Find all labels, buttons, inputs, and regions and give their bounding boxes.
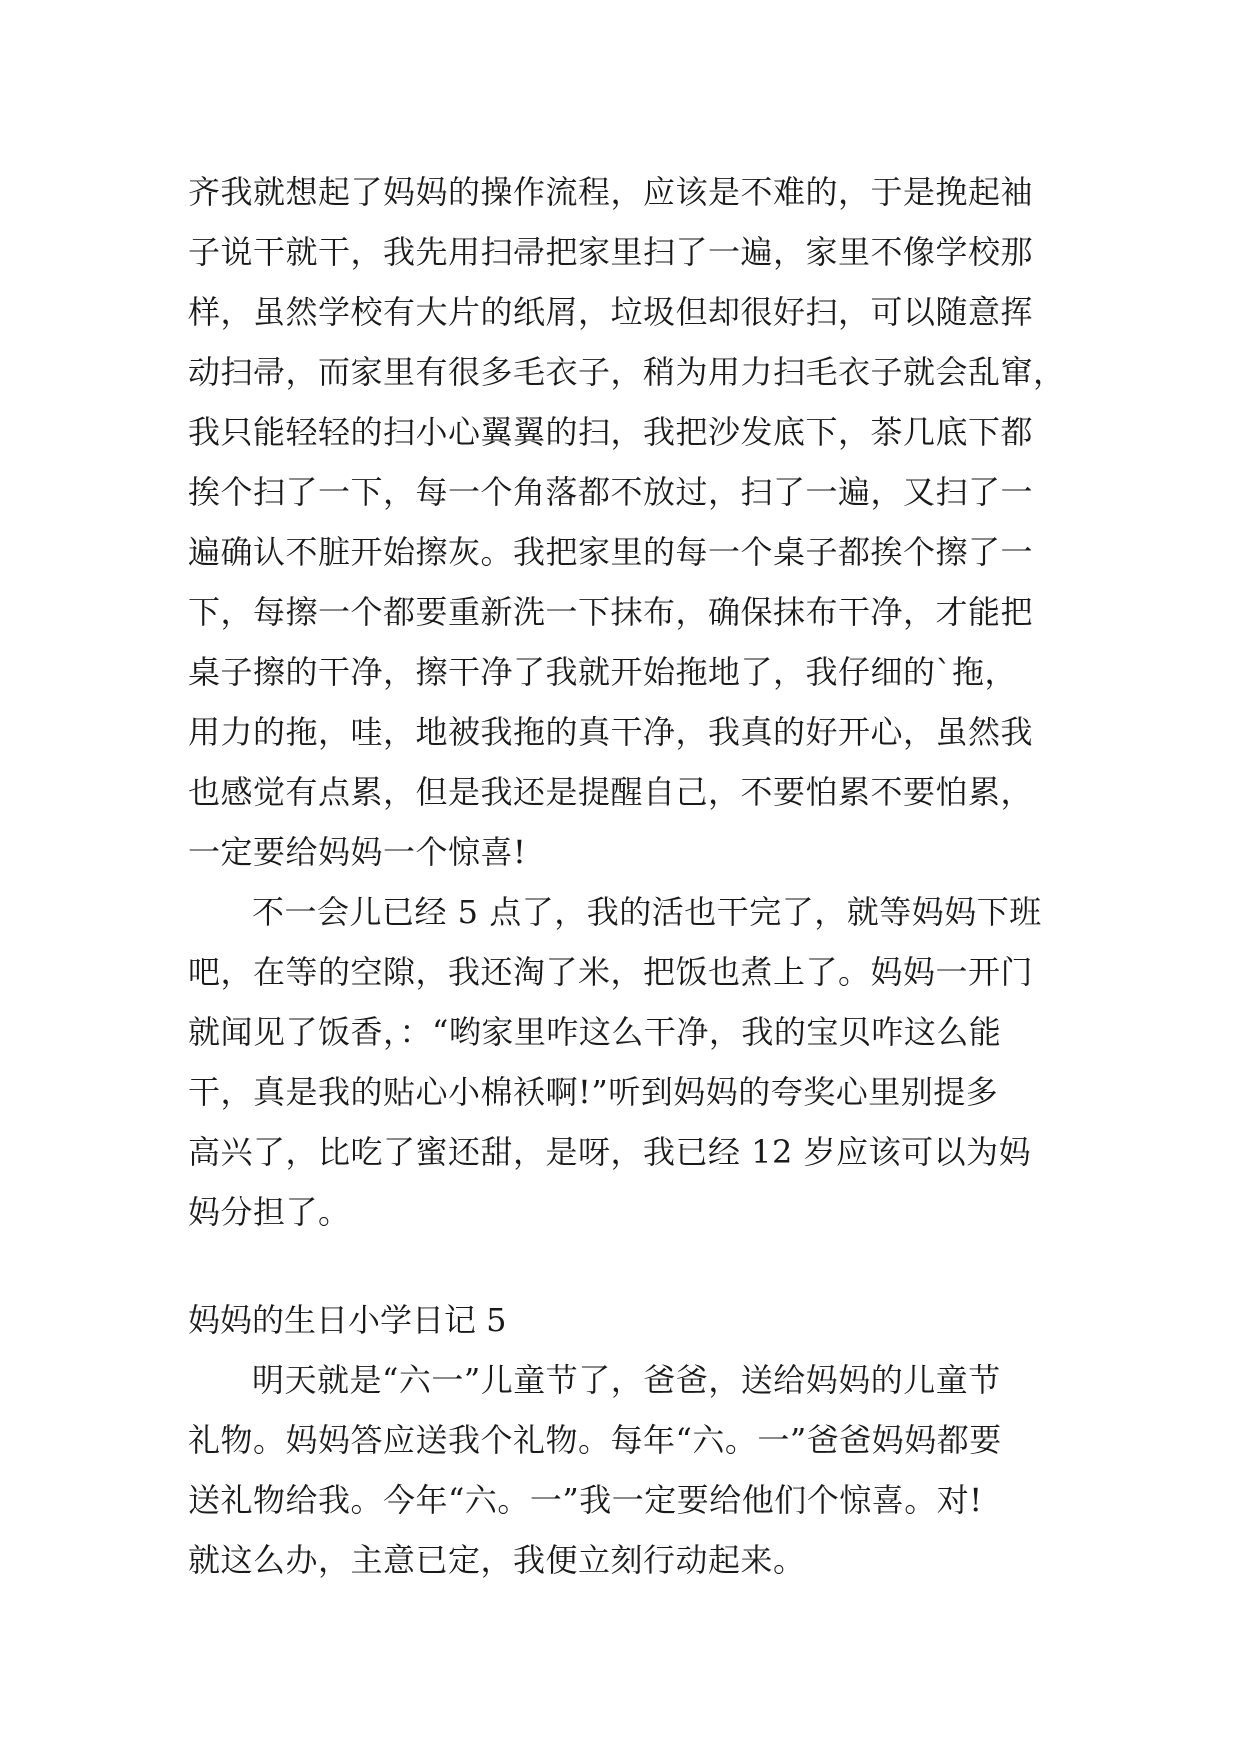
text-line: 齐我就想起了妈妈的操作流程，应该是不难的，于是挽起袖 [188,173,1034,211]
paragraph-1 [188,162,1066,882]
text-line: 高兴了，比吃了蜜还甜，是呀，我已经 12 岁应该可以为妈 [188,1133,1032,1171]
text-line: 下，每擦一个都要重新洗一下抹布，确保抹布干净，才能把 [188,593,1034,631]
text-line: 用力的拖，哇，地被我拖的真干净，我真的好开心，虽然我 [188,713,1034,751]
text-line: 送礼物给我。今年“六。一”我一定要给他们个惊喜。对! [188,1481,983,1519]
section-heading: 妈妈的生日小学日记 5 [188,1301,507,1339]
text-line: 礼物。妈妈答应送我个礼物。每年“六。一”爸爸妈妈都要 [188,1421,1002,1459]
text-line: 明天就是“六一”儿童节了，爸爸，送给妈妈的儿童节 [252,1361,1001,1399]
text-line: 挨个扫了一下，每一个角落都不放过，扫了一遍，又扫了一 [188,473,1034,511]
text-line: 子说干就干，我先用扫帚把家里扫了一遍，家里不像学校那 [188,233,1034,271]
text-line: 就这么办，主意已定，我便立刻行动起来。 [188,1541,806,1579]
text-line: 也感觉有点累，但是我还是提醒自己，不要怕累不要怕累， [188,773,1034,811]
text-line: 就闻见了饭香，：“哟家里咋这么干净，我的宝贝咋这么能 [188,1013,1002,1051]
text-line: 样，虽然学校有大片的纸屑，垃圾但却很好扫，可以随意挥 [188,293,1034,331]
text-line: 不一会儿已经 5 点了，我的活也干完了，就等妈妈下班 [252,893,1042,931]
paragraph-2 [188,882,1058,1242]
text-line: 干，真是我的贴心小棉袄啊!”听到妈妈的夸奖心里别提多 [188,1073,999,1111]
text-line: 妈分担了。 [188,1193,351,1231]
text-line: 一定要给妈妈一个惊喜! [188,833,527,871]
paragraph-3 [188,1350,1058,1590]
text-line: 桌子擦的干净，擦干净了我就开始拖地了，我仔细的`拖， [188,653,1018,691]
section-gap [188,1242,1058,1290]
document-page [188,162,1066,1590]
text-line: 吧，在等的空隙，我还淘了米，把饭也煮上了。妈妈一开门 [188,953,1034,991]
text-line: 遍确认不脏开始擦灰。我把家里的每一个桌子都挨个擦了一 [188,533,1034,571]
text-line: 动扫帚，而家里有很多毛衣子，稍为用力扫毛衣子就会乱窜， [188,353,1066,391]
text-line: 我只能轻轻的扫小心翼翼的扫，我把沙发底下，茶几底下都 [188,413,1034,451]
